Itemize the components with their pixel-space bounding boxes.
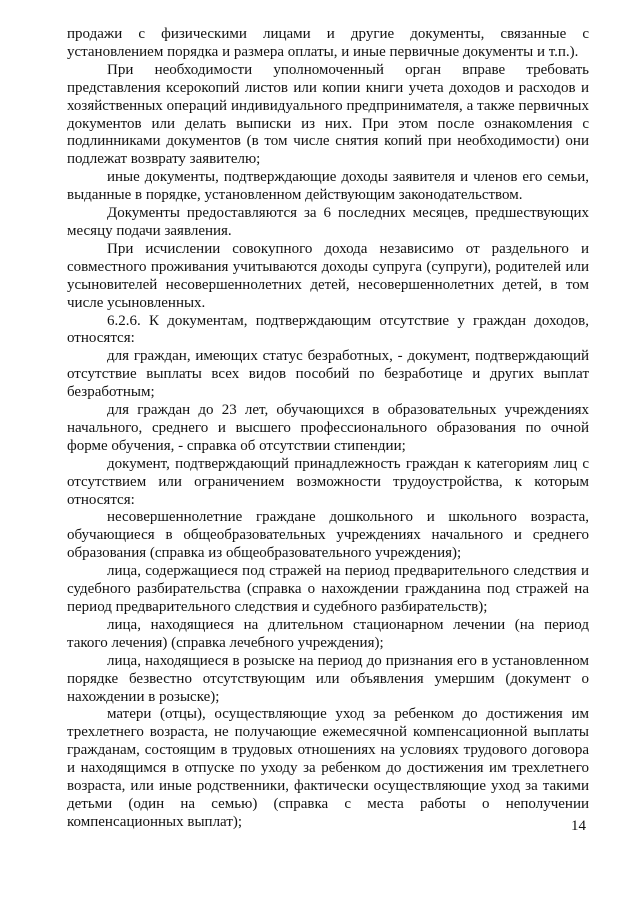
section-heading-paragraph: 6.2.6. К документам, подтверждающим отсутствие у граждан доходов, относятся: bbox=[67, 312, 589, 347]
page-body bbox=[67, 26, 589, 832]
paragraph: матери (отцы), осуществляющие уход за ребенком до достижения им трехлетнего возраста, не получающие ежемесячной компенсационной выплаты гражданам, состоящим в трудовых отношениях на условиях трудового договора и находящимся в отпуске по уходу за ребенком до достижения им трехлетнего возраста, или иные родственники, фактически осуществляющие уход за такими детьми (один на семью) (справка с места работы о неполучении компенсационных выплат); bbox=[67, 706, 589, 830]
paragraph: иные документы, подтверждающие доходы заявителя и членов его семьи, выданные в порядке, установленном действующим законодательством. bbox=[67, 169, 589, 204]
paragraph: При необходимости уполномоченный орган вправе требовать представления ксерокопий листов или копии книги учета доходов и расходов и хозяйственных операций индивидуального предпринимателя, а также первичных документов или делать выписки из них. При этом после ознакомления с подлинниками документов (в том числе снятия копий при необходимости) они подлежат возврату заявителю; bbox=[67, 61, 589, 168]
paragraph: для граждан, имеющих статус безработных, - документ, подтверждающий отсутствие выплаты всех видов пособий по безработице и других выплат безработным; bbox=[67, 348, 589, 401]
paragraph-continuation: продажи с физическими лицами и другие документы, связанные с установлением порядка и размера оплаты, и иные первичные документы и т.п.). bbox=[67, 26, 589, 60]
page-number: 14 bbox=[571, 818, 586, 834]
paragraph: Документы предоставляются за 6 последних месяцев, предшествующих месяцу подачи заявления. bbox=[67, 205, 589, 239]
paragraph: несовершеннолетние граждане дошкольного и школьного возраста, обучающиеся в общеобразовательных учреждениях начального и среднего образования (справка из общеобразовательного учреждения); bbox=[67, 509, 589, 562]
paragraph: лица, находящиеся в розыске на период до признания его в установленном порядке безвестно отсутствующим или объявления умершим (документ о нахождении в розыске); bbox=[67, 652, 589, 705]
paragraph: При исчислении совокупного дохода независимо от раздельного и совместного проживания учитываются доходы супруга (супруги), родителей или усыновителей несовершеннолетних детей, несовершеннолетних детей, в том числе усыновленных. bbox=[67, 240, 589, 311]
paragraph: для граждан до 23 лет, обучающихся в образовательных учреждениях начального, среднего и высшего профессионального образования по очной форме обучения, - справка об отсутствии стипендии; bbox=[67, 402, 589, 454]
paragraph: документ, подтверждающий принадлежность граждан к категориям лиц с отсутствием или ограничением возможности трудоустройства, к которым относятся: bbox=[67, 455, 589, 508]
paragraph: лица, находящиеся на длительном стационарном лечении (на период такого лечения) (справка лечебного учреждения); bbox=[67, 616, 589, 651]
paragraph: лица, содержащиеся под стражей на период предварительного следствия и судебного разбирательства (справка о нахождении гражданина под стражей на период предварительного следствия и судебного разбирательств); bbox=[67, 563, 589, 615]
